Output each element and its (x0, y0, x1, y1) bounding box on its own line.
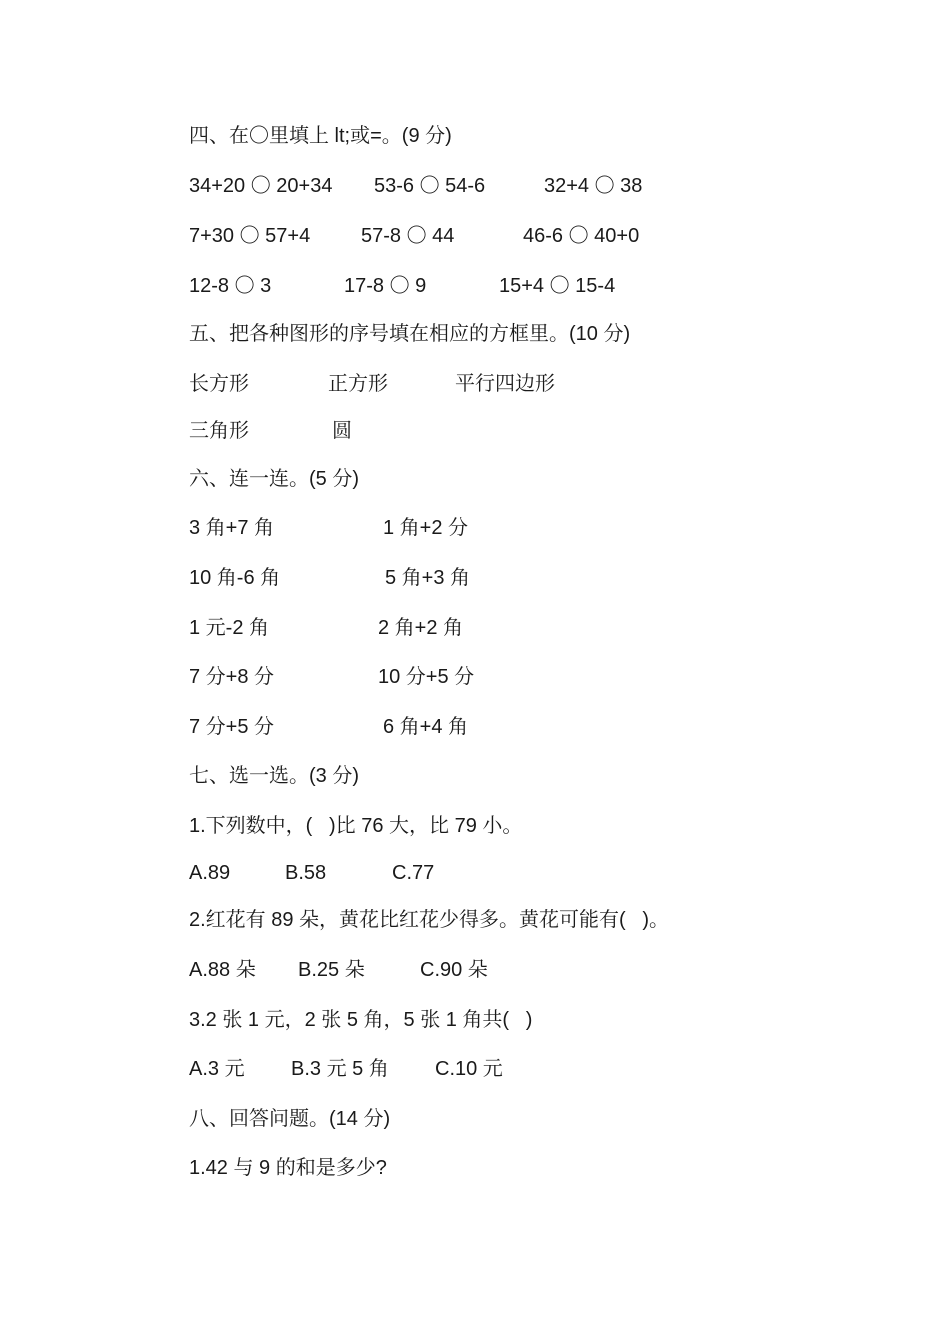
compare-item: 17-8 〇 9 (344, 275, 427, 297)
question-2: 2.红花有 89 朵，黄花比红花少得多。黄花可能有( )。 (189, 909, 670, 931)
shape-label: 平行四边形 (455, 373, 555, 395)
question-1: 1.下列数中，( )比 76 大，比 79 小。 (189, 815, 523, 837)
option-c: C.90 朵 (420, 959, 488, 981)
match-left-item: 1 元-2 角 (189, 617, 270, 639)
section-7-title: 七、选一选。(3 分) (189, 765, 359, 787)
match-right-item: 1 角+2 分 (383, 517, 469, 539)
compare-item: 53-6 〇 54-6 (374, 175, 486, 197)
compare-item: 15+4 〇 15-4 (499, 275, 616, 297)
option-a: A.88 朵 (189, 959, 256, 981)
option-a: A.89 (189, 862, 231, 884)
option-b: B.58 (285, 862, 327, 884)
option-a: A.3 元 (189, 1058, 245, 1080)
match-left-item: 7 分+8 分 (189, 666, 275, 688)
section-4-title: 四、在〇里填上 lt;或=。(9 分) (189, 125, 452, 147)
compare-item: 34+20 〇 20+34 (189, 175, 333, 197)
shape-label: 长方形 (189, 373, 249, 395)
compare-item: 46-6 〇 40+0 (523, 225, 640, 247)
question-1: 1.42 与 9 的和是多少? (189, 1157, 387, 1179)
match-left-item: 10 角-6 角 (189, 567, 281, 589)
section-5-title: 五、把各种图形的序号填在相应的方框里。(10 分) (189, 323, 631, 345)
match-left-item: 3 角+7 角 (189, 517, 275, 539)
match-left-item: 7 分+5 分 (189, 716, 275, 738)
shape-label: 圆 (332, 420, 352, 442)
match-right-item: 10 分+5 分 (378, 666, 475, 688)
option-b: B.25 朵 (298, 959, 365, 981)
compare-item: 57-8 〇 44 (361, 225, 455, 247)
compare-item: 7+30 〇 57+4 (189, 225, 311, 247)
match-right-item: 5 角+3 角 (385, 567, 471, 589)
compare-item: 32+4 〇 38 (544, 175, 643, 197)
option-c: C.10 元 (435, 1058, 503, 1080)
shape-label: 正方形 (328, 373, 388, 395)
question-3: 3.2 张 1 元，2 张 5 角，5 张 1 角共( ) (189, 1009, 533, 1031)
section-6-title: 六、连一连。(5 分) (189, 468, 359, 490)
match-right-item: 6 角+4 角 (383, 716, 469, 738)
match-right-item: 2 角+2 角 (378, 617, 464, 639)
option-b: B.3 元 5 角 (291, 1058, 389, 1080)
option-c: C.77 (392, 862, 435, 884)
compare-item: 12-8 〇 3 (189, 275, 272, 297)
section-8-title: 八、回答问题。(14 分) (189, 1108, 391, 1130)
shape-label: 三角形 (189, 420, 249, 442)
